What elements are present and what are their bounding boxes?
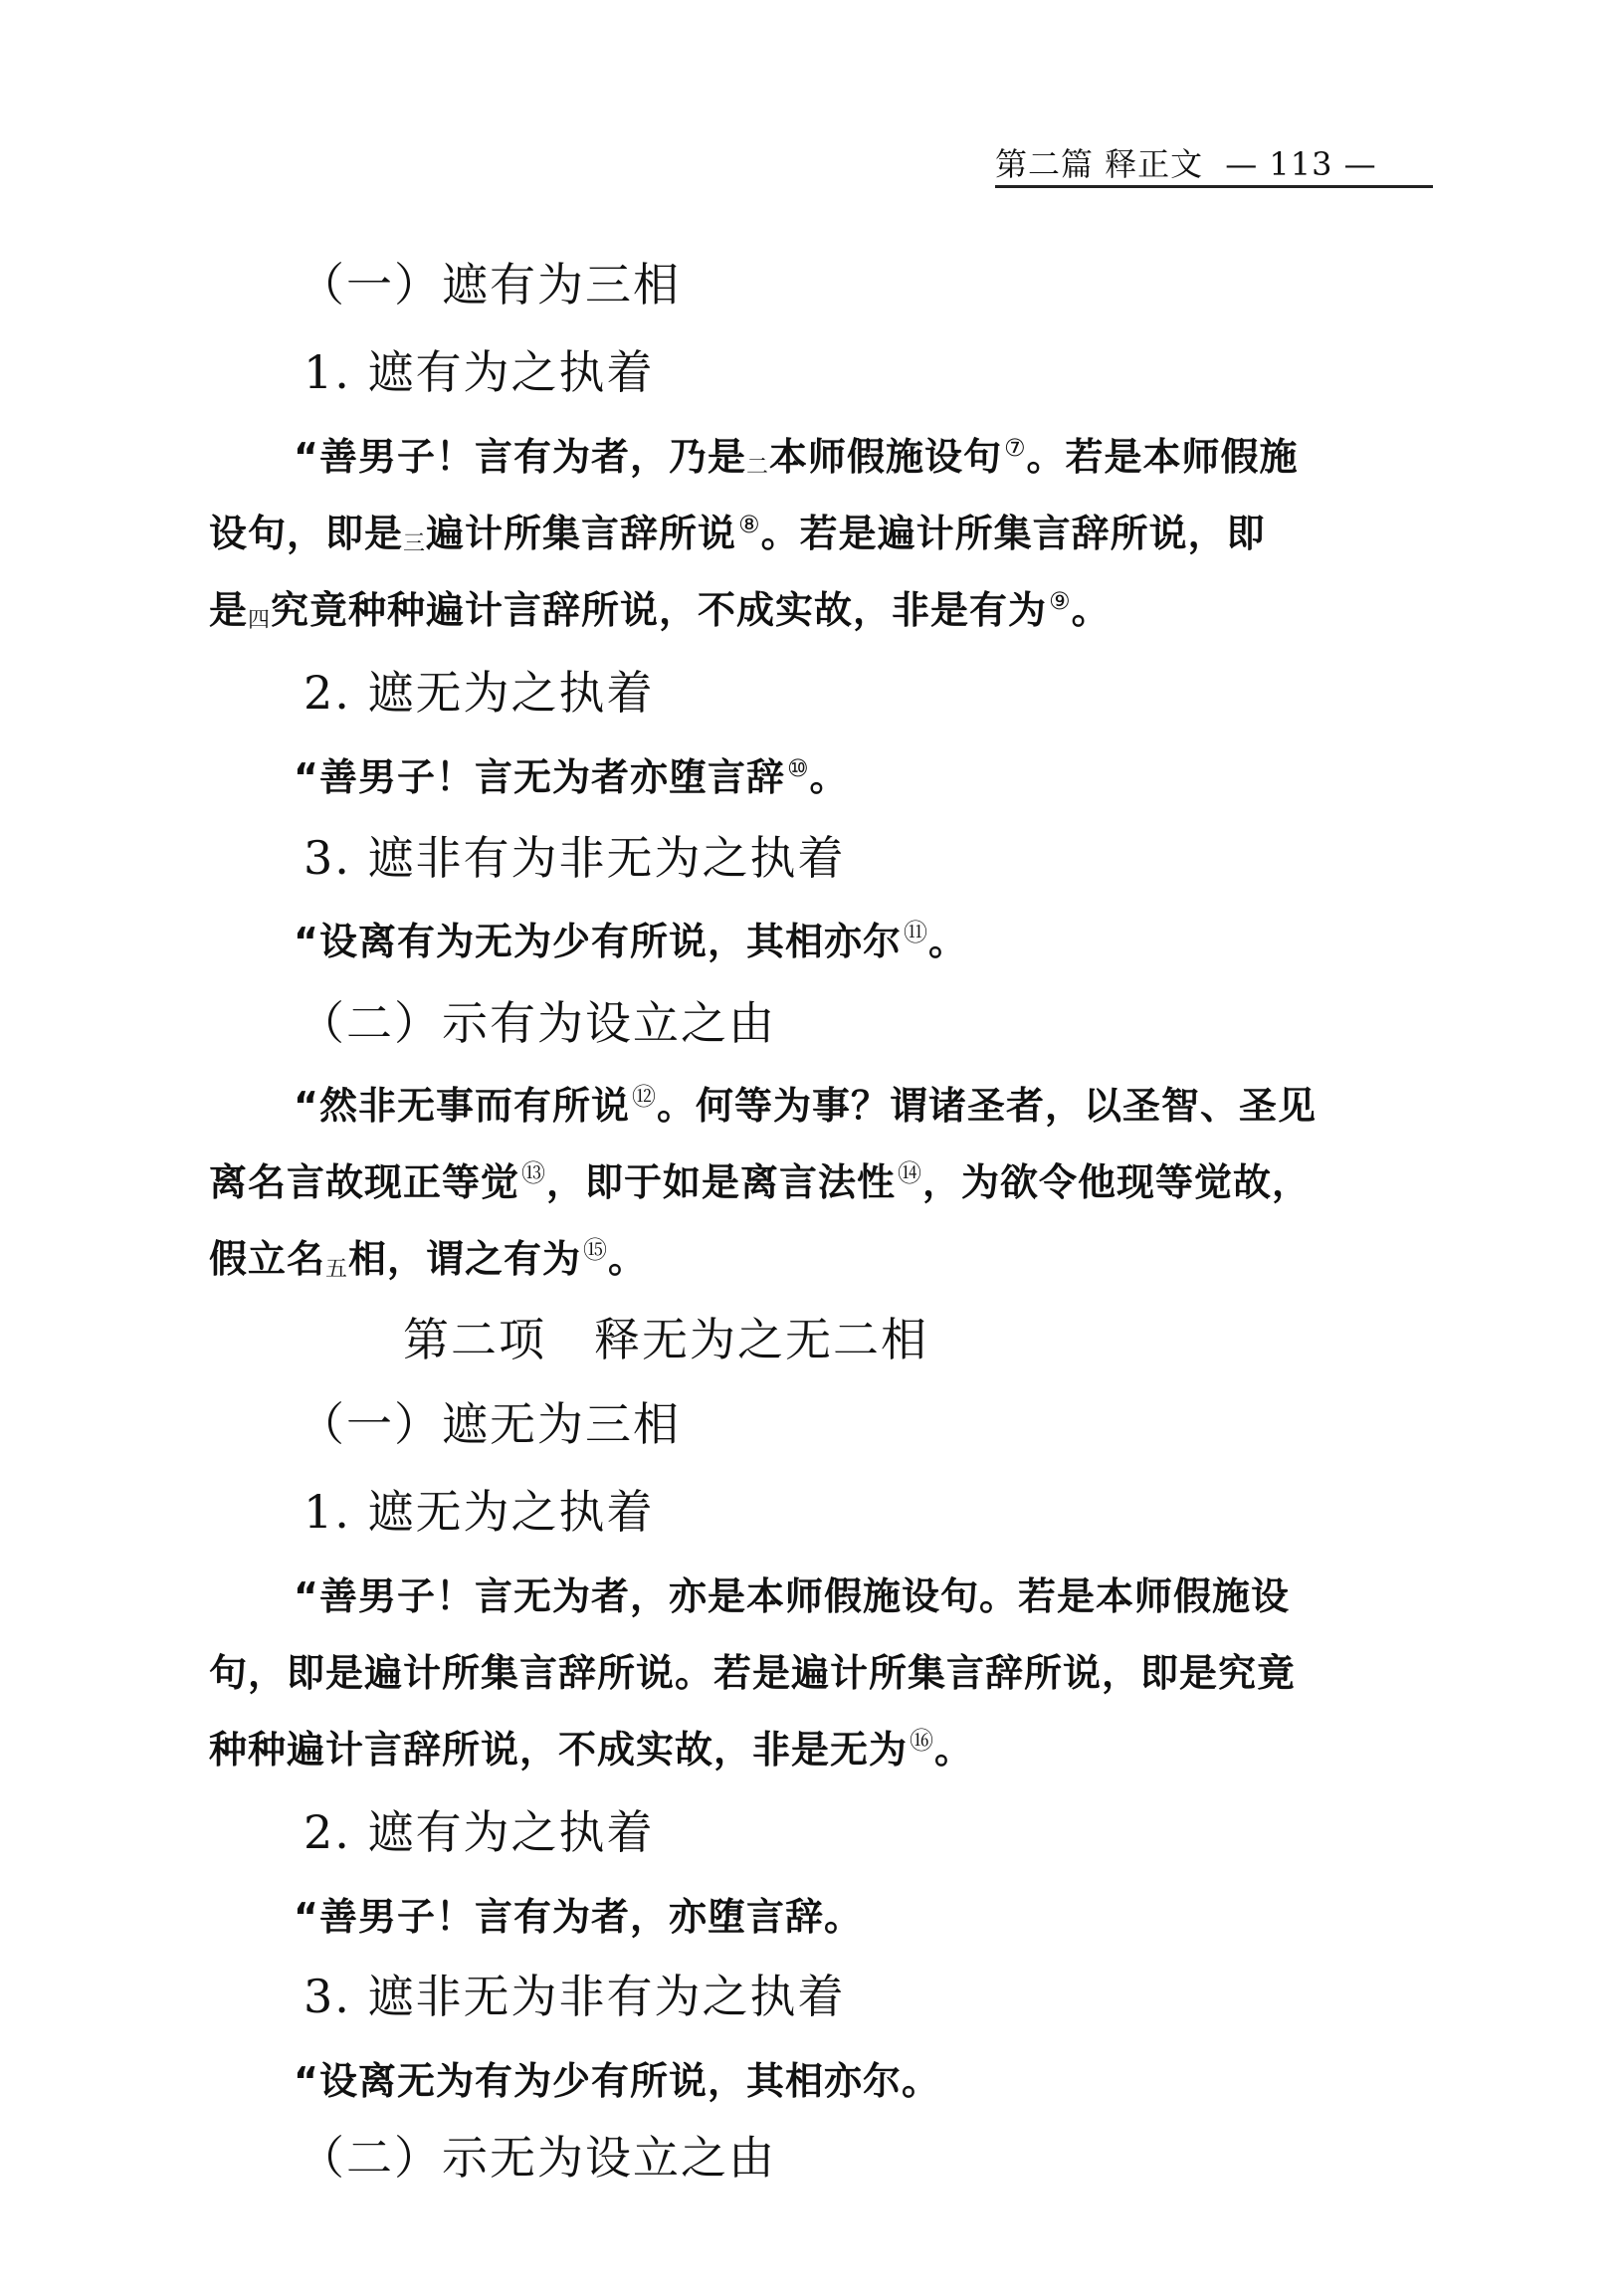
- footnote-marker: ⑧: [738, 511, 761, 538]
- subsection-heading: 2. 遮无为之执着: [304, 666, 655, 720]
- footnote-marker: ⑮: [583, 1236, 609, 1264]
- footnote-marker: ⑪: [903, 919, 928, 946]
- section-heading: （一）遮有为三相: [299, 258, 681, 312]
- subsection-heading: 3. 遮非有为非无为之执着: [304, 831, 846, 885]
- footnote-marker: ⑭: [898, 1159, 923, 1187]
- section-heading: （二）示有为设立之由: [299, 996, 776, 1050]
- footnote-marker: ⑦: [1004, 434, 1027, 462]
- body-text: 句，即是遍计所集言辞所说。若是遍计所集言辞所说，即是究竟: [209, 1651, 1297, 1695]
- footnote-marker: ⑫: [631, 1083, 657, 1111]
- body-text: “然非无事而有所说⑫。何等为事？谓诸圣者，以圣智、圣见: [294, 1083, 1317, 1128]
- subsection-heading: 1. 遮有为之执着: [304, 345, 655, 399]
- footnote-marker: ⑬: [521, 1159, 547, 1187]
- footnote-marker: ⑩: [786, 754, 810, 782]
- item-heading: 第二项 释无为之无二相: [403, 1313, 928, 1366]
- body-text: 是四究竟种种遍计言辞所说，不成实故，非是有为⑨。: [209, 587, 1111, 633]
- section-heading: （二）示无为设立之由: [299, 2131, 776, 2185]
- body-text: “善男子！言有为者，乃是二本师假施设句⑦。若是本师假施: [294, 434, 1299, 480]
- body-text: 设句，即是三遍计所集言辞所说⑧。若是遍计所集言辞所说，即: [209, 511, 1266, 556]
- body-text: 假立名五相，谓之有为⑮。: [209, 1236, 648, 1282]
- running-header: [995, 139, 1433, 188]
- section-heading: （一）遮无为三相: [299, 1397, 681, 1451]
- body-text: 种种遍计言辞所说，不成实故，非是无为⑯。: [209, 1727, 974, 1772]
- footnote-marker: ⑯: [910, 1727, 935, 1755]
- body-text: 离名言故现正等觉⑬，即于如是离言法性⑭，为欲令他现等觉故，: [209, 1159, 1312, 1204]
- body-text: “设离无为有为少有所说，其相亦尔。: [294, 2059, 940, 2103]
- header-title: 第二篇 释正文: [995, 145, 1204, 183]
- body-text: “善男子！言无为者，亦是本师假施设句。若是本师假施设: [294, 1574, 1290, 1618]
- body-text: “善男子！言无为者亦堕言辞⑩。: [294, 754, 849, 799]
- body-text: “设离有为无为少有所说，其相亦尔⑪。: [294, 919, 967, 963]
- subsection-heading: 3. 遮非无为非有为之执着: [304, 1970, 846, 2023]
- footnote-marker: ⑨: [1049, 587, 1072, 615]
- body-text: “善男子！言有为者，亦堕言辞。: [294, 1895, 863, 1939]
- subsection-heading: 2. 遮有为之执着: [304, 1805, 655, 1859]
- subsection-heading: 1. 遮无为之执着: [304, 1485, 655, 1539]
- page-number: — 113 —: [1225, 145, 1377, 183]
